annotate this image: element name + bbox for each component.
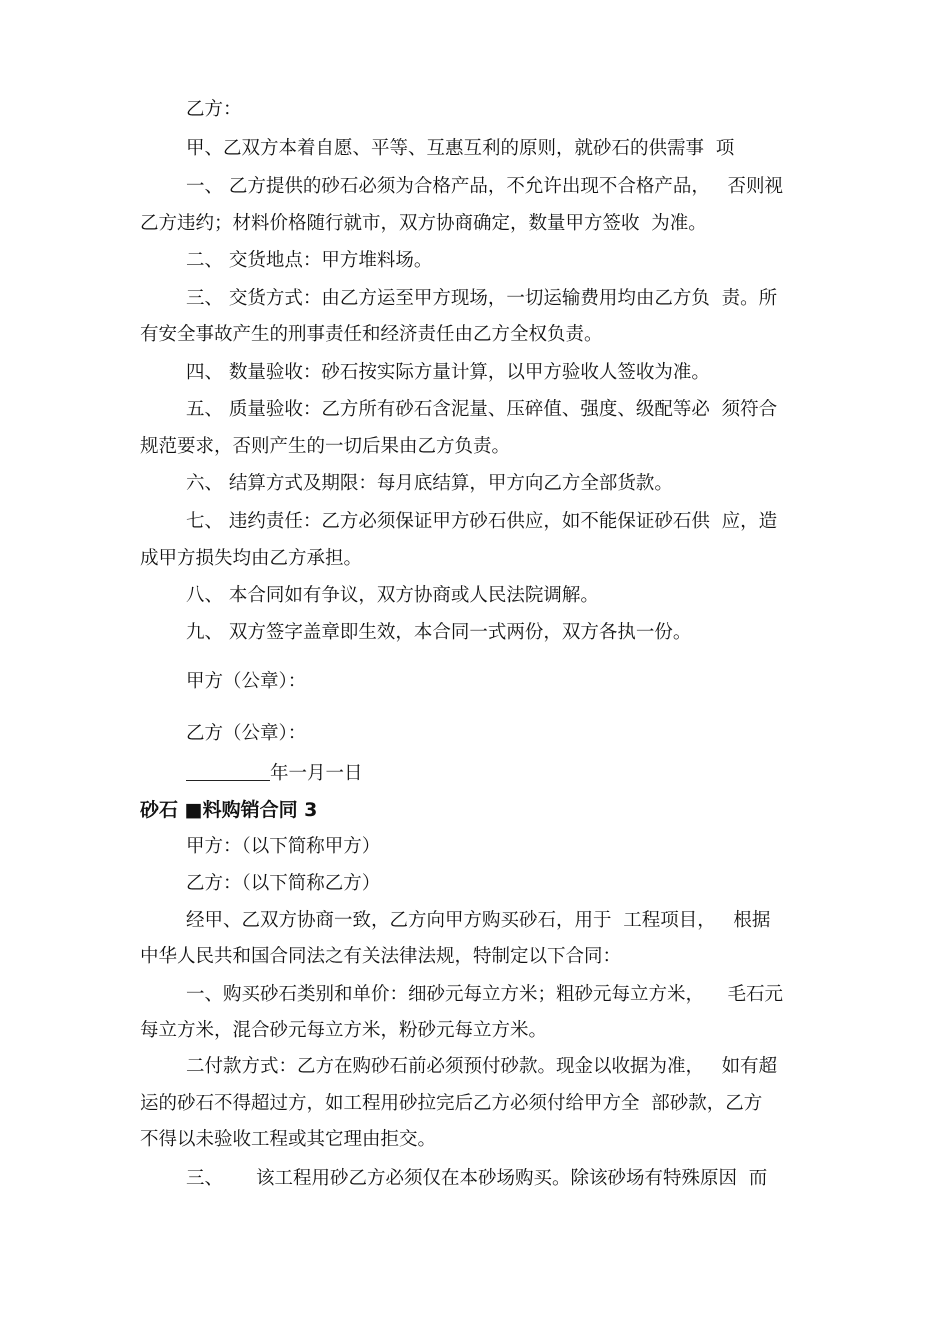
clause-1-line-2: 乙方违约；材料价格随行就市，双方协商确定，数量甲方签收 为准。 — [140, 213, 707, 234]
clause-8: 八、 本合同如有争议，双方协商或人民法院调解。 — [186, 585, 599, 606]
date-suffix: 年一月一日 — [270, 763, 363, 784]
contract-3-intro-line-1: 经甲、乙双方协商一致，乙方向甲方购买砂石，用于 工程项目， 根据 — [186, 910, 771, 931]
clause-4: 四、 数量验收：砂石按实际方量计算，以甲方验收人签收为准。 — [186, 362, 710, 383]
clause-7-line-1: 七、 违约责任：乙方必须保证甲方砂石供应，如不能保证砂石供 应，造 — [186, 511, 778, 532]
signature-party-b: 乙方（公章）： — [186, 723, 307, 744]
contract-3-intro-line-2: 中华人民共和国合同法之有关法律法规，特制定以下合同： — [140, 946, 622, 967]
clause-7-line-2: 成甲方损失均由乙方承担。 — [140, 548, 363, 569]
signature-party-a: 甲方（公章）： — [186, 671, 307, 692]
clause-1-line-1: 一、 乙方提供的砂石必须为合格产品，不允许出现不合格产品， 否则视 — [186, 176, 784, 197]
clause-5-line-1: 五、 质量验收：乙方所有砂石含泥量、压碎值、强度、级配等必 须符合 — [186, 399, 778, 420]
clause-3-line-2: 有安全事故产生的刑事责任和经济责任由乙方全权负责。 — [140, 324, 603, 345]
date-line — [186, 760, 363, 787]
contract-3-title: 砂石 ■料购销合同 3 — [140, 799, 318, 821]
contract-3-clause-2-line-2: 运的砂石不得超过方，如工程用砂拉完后乙方必须付给甲方全 部砂款，乙方 — [140, 1093, 763, 1114]
clause-9: 九、 双方签字盖章即生效，本合同一式两份，双方各执一份。 — [186, 622, 692, 643]
clause-2: 二、 交货地点：甲方堆料场。 — [186, 250, 433, 271]
contract-3-clause-3-number: 三、 — [186, 1168, 224, 1189]
contract-3-clause-3-line-1: 该工程用砂乙方必须仅在本砂场购买。除该砂场有特殊原因 而 — [256, 1168, 768, 1189]
clause-5-line-2: 规范要求，否则产生的一切后果由乙方负责。 — [140, 436, 511, 457]
party-b-header: 乙方： — [186, 99, 242, 120]
contract-3-party-a: 甲方：（以下简称甲方） — [186, 836, 381, 857]
clause-3-line-1: 三、 交货方式：由乙方运至甲方现场，一切运输费用均由乙方负 责。所 — [186, 288, 778, 309]
contract-3-party-b: 乙方：（以下简称乙方） — [186, 873, 381, 894]
contract-intro: 甲、乙双方本着自愿、平等、互惠互利的原则，就砂石的供需事 项 — [186, 138, 735, 159]
date-blank — [186, 760, 270, 781]
contract-3-clause-2-line-3: 不得以未验收工程或其它理由拒交。 — [140, 1129, 437, 1150]
clause-6: 六、 结算方式及期限：每月底结算，甲方向乙方全部货款。 — [186, 473, 673, 494]
contract-3-clause-1-line-1: 一、购买砂石类别和单价：细砂元每立方米；粗砂元每立方米， 毛石元 — [186, 984, 784, 1005]
contract-3-clause-2-line-1: 二付款方式：乙方在购砂石前必须预付砂款。现金以收据为准， 如有超 — [186, 1056, 778, 1077]
contract-3-clause-1-line-2: 每立方米，混合砂元每立方米，粉砂元每立方米。 — [140, 1020, 548, 1041]
